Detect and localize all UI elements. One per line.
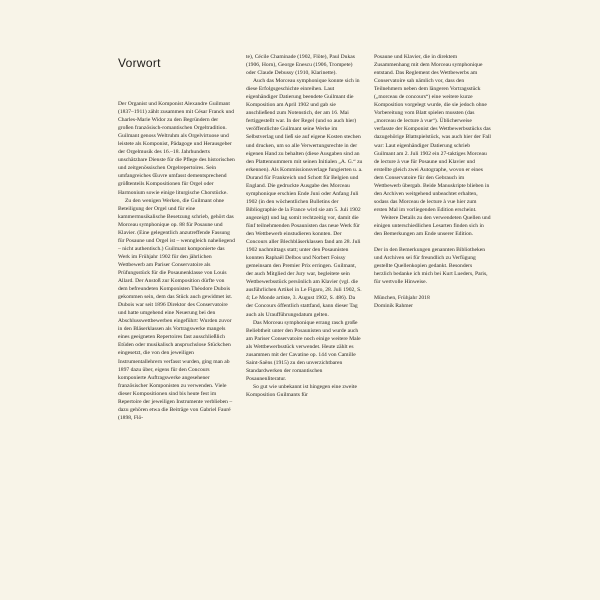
text-columns [118,53,494,573]
page-heading: Vorwort [118,56,161,70]
text-column-3 [374,53,491,310]
paragraph: Posaune und Klavier, die in direktem Zusammenhang mit dem Morceau symphonique entstand. Das Reglement des Wettbewerbs am Conservatoire sah nämlich vor, dass den Teilnehmern neben dem längeren Vortragsstück („morceau de concours“) eine weitere kurze Komposition vorgelegt wurde, die sie jedoch ohne Vorbereitung vom Blatt spielen mussten (das „morceau de lecture à vue“). Üblicherweise verfasste der Komponist des Wettbewerbsstücks das dazugehörige Blattspielstück, was auch hier der Fall war: Laut eigenhändiger Datierung schrieb Guilmant am 2. Juli 1902 ein 27-taktiges Morceau de lecture à vue für Posaune und Klavier und erstellte gleich zwei Autographe, wovon er eines dem Conservatoire für den Gebrauch im Wettbewerb übergab. Beide Manuskripte blieben in den Archiven weitgehend unbeachtet erhalten, sodass das Morceau de lecture à vue hier zum ersten Mal im vorliegenden Edition erscheint. [374,54,491,213]
paragraph: Zu den wenigen Werken, die Guilmant ohne Beteiligung der Orgel und für eine kammermusikalische Besetzung schrieb, gehört das Morceau symphonique op. 88 für Posaune und Klavier. (Eine gelegentlich anzutreffende Fassung für Posaune und Orgel ist – wenngleich naheliegend – nicht authentisch.) Guilmant komponierte das Werk im Frühjahr 1902 für den jährlichen Wettbewerb am Pariser Conservatoire als Prüfungsstück für die Posaunenklasse von Louis Allard. Der Anstoß zur Komposition dürfte von dem befreundeten Komponisten Théodore Dubois gekommen sein, dem das Stück auch gewidmet ist. Dubois war seit 1896 Direktor des Conservatoire und hatte umgehend eine Neuerung bei den Abschlusswettbewerben eingeführt: Wurden zuvor in den Bläserklassen als Vortragswerke mangels eines geeigneten Repertoires fast ausschließlich Etüden oder musikalisch anspruchslose Stückchen eingesetzt, die von den jeweiligen Instrumentallehrern verfasst wurden, ging man ab 1897 dazu über, eigens für den Concours komponierte Auftragswerke angesehener französischer Komponisten zu verwenden. Viele dieser Kompositionen sind bis heute fest im Repertoire der jeweiligen Instrumente verblieben – dazu gehören etwa die Beiträge von Gabriel Fauré (1898, Flö- [118,197,235,421]
paragraph: te), Cécile Chaminade (1902, Flöte), Paul Dukas (1906, Horn), George Enescu (1906, Trompete) oder Claude Debussy (1910, Klarinette). [246,54,355,77]
paragraph: Weitere Details zu den verwendeten Quellen und einigen unterschiedlichen Lesarten finden sich in den Bemerkungen am Ende unserer Edition. [374,214,491,238]
paragraph: Der in den Bemerkungen genannten Bibliotheken und Archiven sei für freundlich zu Verfügung gestellte Quellenkopien gedankt. Besonders herzlich bedanke ich mich bei Kurt Lueders, Paris, für wertvolle Hinweise. [374,247,488,286]
paragraph: So gut wie unbekannt ist hingegen eine zweite Komposition Guilmants für [246,383,357,398]
paragraph: Der Organist und Komponist Alexandre Guilmant (1837–1911) zählt zusammen mit César Franck und Charles-Marie Widor zu den Begründern der großen französisch-romantischen Orgeltradition. Guilmant genoss Weltruhm als Orgelvirtuose und leistete als Komponist, Pädagoge und Herausgeber der Orgelmusik des 16.–18. Jahrhunderts unschätzbare Dienste für die Pflege des historischen und zeitgenössischen Orgelrepertoires. Sein umfangreiches Œuvre umfasst dementsprechend größtenteils Kompositionen für Orgel oder Harmonium sowie einige liturgische Chorstücke. [118,101,235,196]
signature-name: Dominik Rahmer [374,303,413,310]
paragraph: Das Morceau symphonique errang rasch große Beliebtheit unter den Posaunisten und wurde auch am Pariser Conservatoire noch einige weitere Male als Wettbewerbsstück verwendet. Heute zählt es zusammen mit der Cavatine op. 144 von Camille Saint-Saëns (1915) zu den unverzichtbaren Standardwerken der romantischen Posaunenliteratur. [246,319,361,382]
signature-place-date: München, Frühjahr 2018 [374,295,430,302]
paragraph: Auch das Morceau symphonique konnte sich in diese Erfolgsgeschichte einreihen. Laut eigenhändiger Datierung beendete Guilmant die Komposition am April 1902 und gab sie anschließend zum Notenstich, der am 16. Mai fertiggestellt war. In der Regel (und so auch hier) veröffentlichte Guilmant seine Werke im Selbstverlag und ließ sie auf eigene Kosten stechen und drucken, um so alle Verwertungsrechte in der eigenen Hand zu behalten (diese Ausgaben sind an den Plattennummern mit seinen Initialen „A. G.“ zu erkennen). Als Kommissionsverlage fungierten u. a. Durand für Frankreich und Schott für Belgien und England. Die gedruckte Ausgabe des Morceau symphonique erschien Ende Juni oder Anfang Juli 1902 (in den wöchentlichen Bulletins der Bibliographie de la France wird sie am 5. Juli 1902 angezeigt) und lag somit rechtzeitig vor, damit die fünf teilnehmenden Posaunisten das neue Werk für den Wettbewerb einstudieren konnten. Der Concours aller Blechbläserklassen fand am 28. Juli 1902 nachmittags statt; unter den Posaunisten konnten Raphaël Delbos und Norbert Foissy gemeinsam den Premier Prix erringen. Guilmant, der auch Mitglied der Jury war, begleitete sein Wettbewerbsstück persönlich am Klavier (vgl. die ausführlichen Artikel in Le Figaro, 28. Juli 1902, S. 4; Le Monde artiste, 3. August 1902, S. 486). Da der Concours öffentlich stattfand, kann dieser Tag auch als Uraufführungsdatum gelten. [246,78,363,318]
text-column-2 [246,53,363,399]
text-column-1 [118,100,235,422]
